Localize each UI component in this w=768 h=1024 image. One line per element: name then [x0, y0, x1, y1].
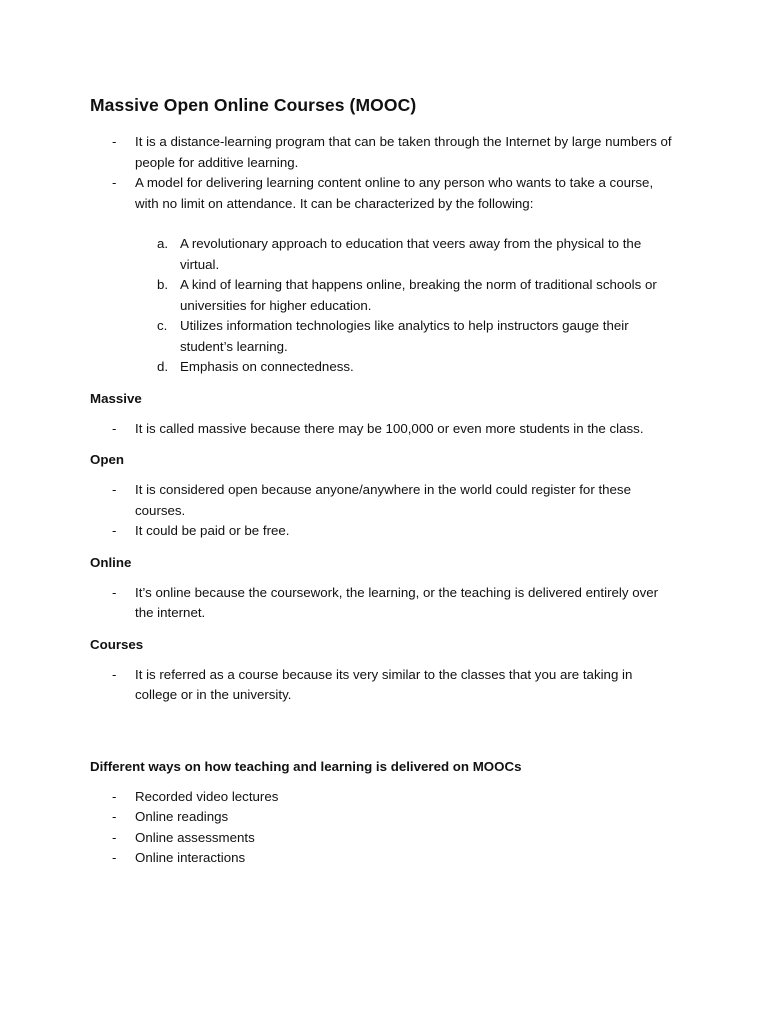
section-heading-online: Online [90, 554, 132, 570]
list-marker: b. [157, 277, 169, 292]
bullet-dash: - [112, 666, 117, 682]
intro-list [90, 132, 678, 214]
list-item-text: It could be paid or be free. [135, 523, 290, 538]
section-heading-open: Open [90, 452, 124, 467]
list-item-text: It is considered open because anyone/anywhere in the world could register for these courses. [135, 482, 631, 518]
list-item-text: Online assessments [135, 829, 255, 845]
list-item-text: Recorded video lectures [135, 788, 279, 804]
characteristics-list [90, 234, 678, 378]
courses-list [90, 665, 678, 706]
bullet-dash: - [112, 788, 117, 804]
list-item [90, 132, 678, 173]
massive-list [90, 419, 678, 440]
list-item-text: Online readings [135, 809, 229, 824]
bullet-dash: - [112, 523, 117, 538]
list-item [90, 583, 678, 624]
bullet-dash: - [112, 134, 117, 149]
list-item-text: It is referred as a course because its very similar to the classes that you are taking in college or in the university. [135, 666, 633, 702]
list-item [90, 234, 678, 275]
list-item [90, 807, 678, 828]
list-marker: c. [157, 318, 168, 333]
list-item [90, 275, 678, 316]
bullet-dash: - [112, 584, 117, 600]
open-list [90, 480, 678, 542]
online-list [90, 583, 678, 624]
list-item-text: A revolutionary approach to education that veers away from the physical to the virtual. [180, 236, 642, 272]
bullet-dash: - [112, 420, 117, 436]
bullet-dash: - [112, 850, 117, 865]
list-item [90, 787, 678, 808]
list-marker: d. [157, 359, 169, 374]
list-item-text: A kind of learning that happens online, breaking the norm of traditional schools or universities for higher education. [180, 277, 657, 313]
list-item [90, 419, 678, 440]
list-item-text: Emphasis on connectedness. [180, 359, 354, 374]
spacer [90, 706, 678, 746]
section-heading-courses: Courses [90, 636, 144, 652]
bullet-dash: - [112, 809, 117, 824]
page-title: Massive Open Online Courses (MOOC) [90, 95, 417, 115]
list-item [90, 665, 678, 706]
section-heading-massive: Massive [90, 390, 142, 406]
bullet-dash: - [112, 829, 117, 845]
list-item [90, 316, 678, 357]
list-item [90, 828, 678, 849]
bullet-dash: - [112, 482, 117, 497]
list-item-text: It is called massive because there may be 100,000 or even more students in the class. [135, 420, 644, 436]
list-marker: a. [157, 236, 169, 251]
list-item-text: It’s online because the coursework, the learning, or the teaching is delivered entirely over the internet. [135, 584, 659, 620]
list-item-text: A model for delivering learning content online to any person who wants to take a course, with no limit on attendance. It can be characterized by the following: [135, 175, 654, 211]
list-item [90, 521, 678, 542]
list-item [90, 173, 678, 214]
bullet-dash: - [112, 175, 117, 190]
list-item [90, 848, 678, 869]
list-item-text: Online interactions [135, 850, 246, 865]
list-item [90, 357, 678, 378]
list-item [90, 480, 678, 521]
section-heading-ways: Different ways on how teaching and learning is delivered on MOOCs [90, 758, 522, 774]
ways-list [90, 787, 678, 869]
list-item-text: Utilizes information technologies like analytics to help instructors gauge their student’s learning. [180, 318, 629, 354]
list-item-text: It is a distance-learning program that can be taken through the Internet by large numbers of people for additive learning. [135, 134, 672, 170]
